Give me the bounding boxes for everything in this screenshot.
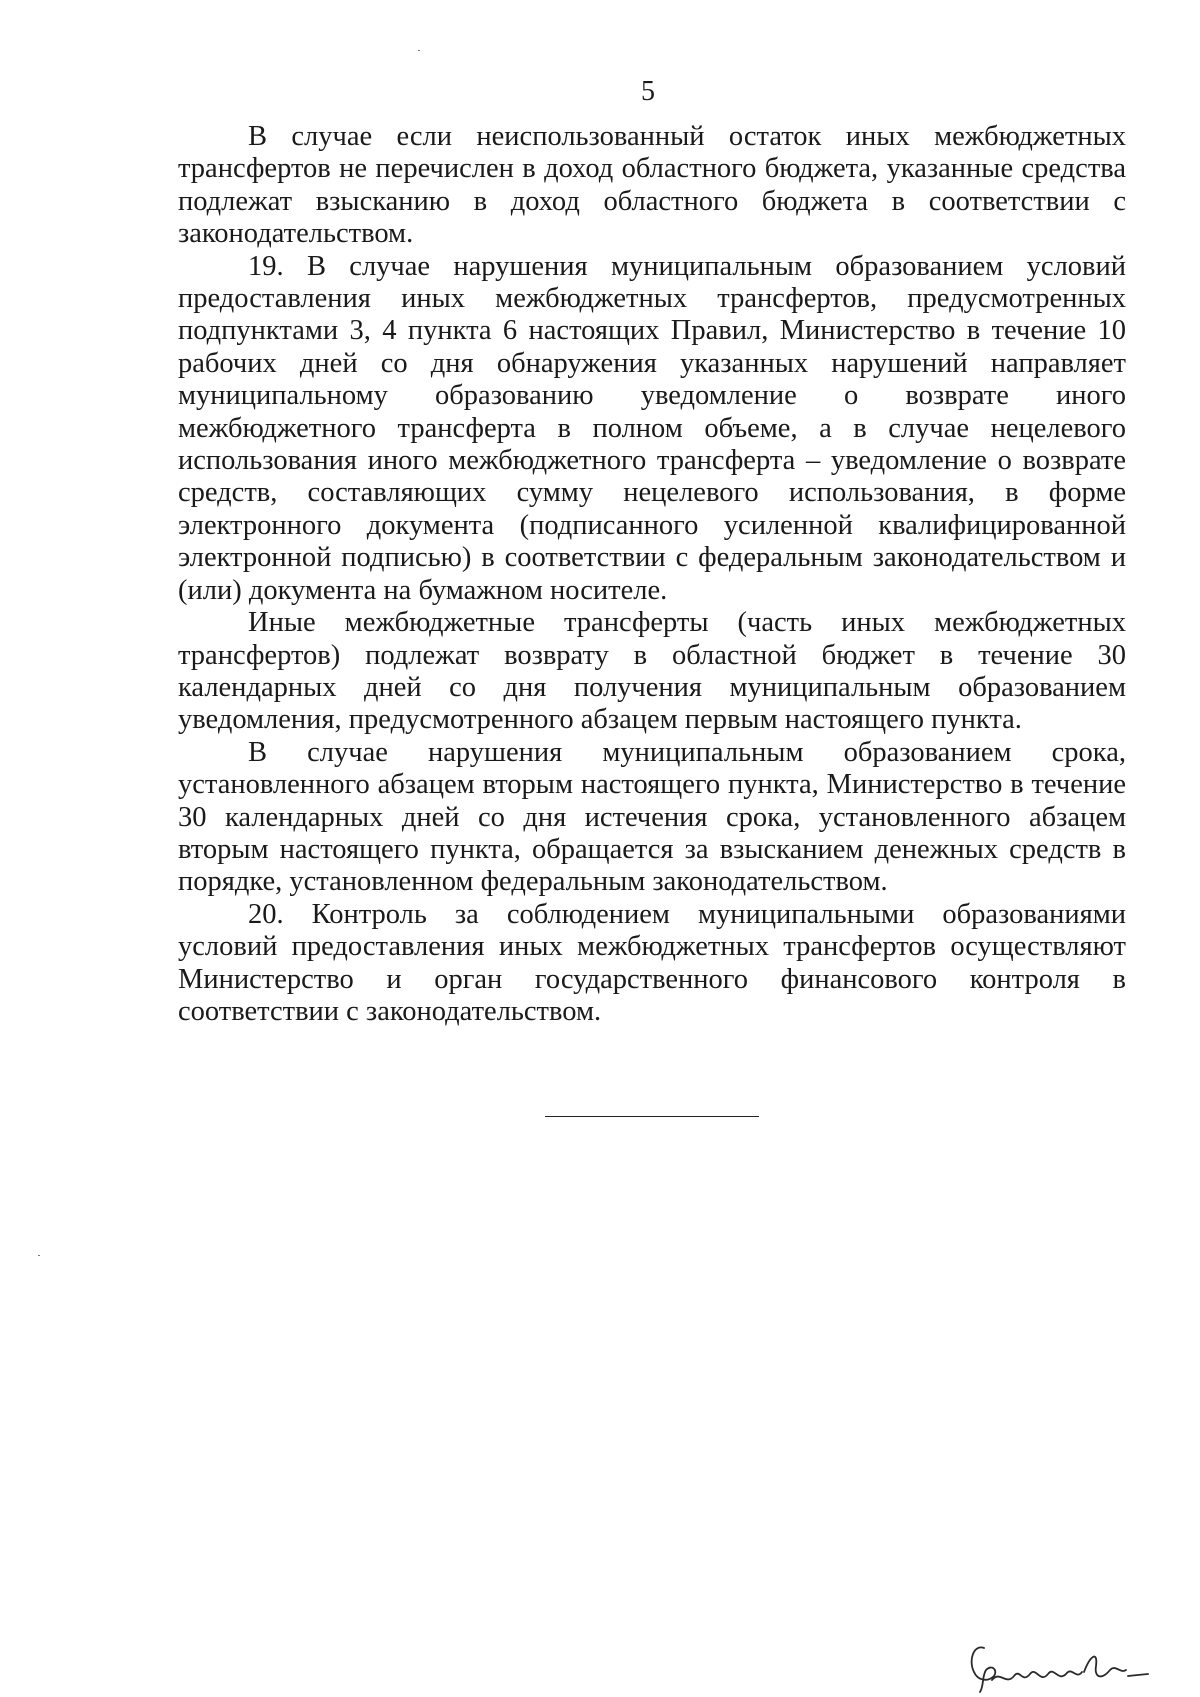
- paragraph: В случае нарушения муниципальным образованием срока, установленного абзацем вторым настоящего пункта, Министерство в течение 30 календарных дней со дня истечения срока, установленного абзацем вторым настоящего пункта, обращается за взысканием денежных средств в порядке, установленном федеральным законодательством.: [178, 736, 1126, 898]
- paragraph: 19. В случае нарушения муниципальным образованием условий предоставления иных межбюджетных трансфертов, предусмотренных подпунктами 3, 4 пункта 6 настоящих Правил, Министерство в течение 10 рабочих дней со дня обнаружения указанных нарушений направляет муниципальному образованию уведомление о возврате иного межбюджетного трансферта в полном объеме, а в случае нецелевого использования иного межбюджетного трансферта – уведомление о возврате средств, составляющих сумму нецелевого использования, в форме электронного документа (подписанного усиленной квалифицированной электронной подписью) в соответствии с федеральным законодательством и (или) документа на бумажном носителе.: [178, 250, 1126, 606]
- paragraph: Иные межбюджетные трансферты (часть иных межбюджетных трансфертов) подлежат возврату в областной бюджет в течение 30 календарных дней со дня получения муниципальным образованием уведомления, предусмотренного абзацем первым настоящего пункта.: [178, 607, 1126, 736]
- page-number: 5: [641, 76, 655, 107]
- scan-speck: [418, 50, 420, 51]
- signature-scribble: [962, 1640, 1152, 1697]
- scan-speck: [38, 1255, 40, 1256]
- document-body: [178, 121, 1126, 1028]
- paragraph: В случае если неиспользованный остаток иных межбюджетных трансфертов не перечислен в доход областного бюджета, указанные средства подлежат взысканию в доход областного бюджета в соответствии с законодательством.: [178, 121, 1126, 250]
- paragraph: 20. Контроль за соблюдением муниципальными образованиями условий предоставления иных межбюджетных трансфертов осуществляют Министерство и орган государственного финансового контроля в соответствии с законодательством.: [178, 898, 1126, 1027]
- handwritten-signature: [962, 1640, 1152, 1697]
- end-rule: [545, 1116, 759, 1117]
